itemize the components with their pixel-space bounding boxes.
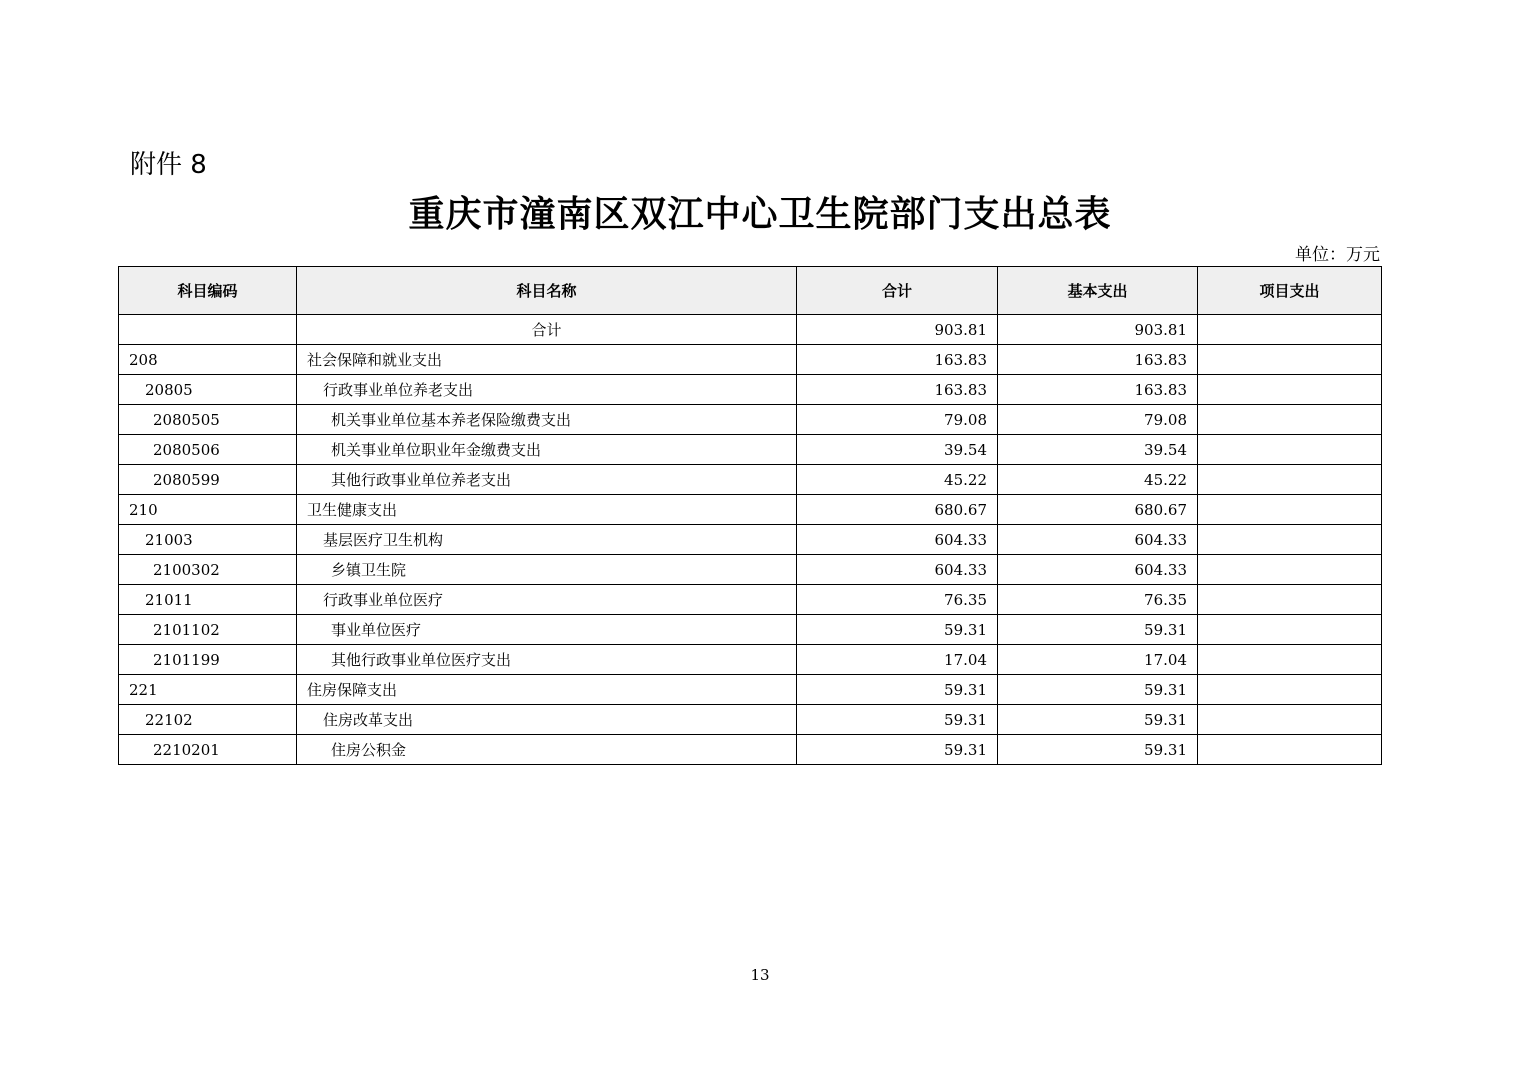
row-project [1198, 345, 1382, 375]
table-row [119, 375, 1382, 405]
row-code: 2210201 [119, 735, 297, 765]
row-project [1198, 675, 1382, 705]
row-basic: 680.67 [998, 495, 1198, 525]
row-code: 21003 [119, 525, 297, 555]
total-project [1198, 315, 1382, 345]
header-basic: 基本支出 [998, 267, 1198, 315]
table-row [119, 525, 1382, 555]
table-row [119, 345, 1382, 375]
row-project [1198, 435, 1382, 465]
row-name: 基层医疗卫生机构 [297, 525, 797, 555]
row-total: 59.31 [797, 675, 998, 705]
attachment-label: 附件 8 [130, 150, 207, 180]
table-row [119, 615, 1382, 645]
row-code: 2101102 [119, 615, 297, 645]
row-name: 机关事业单位基本养老保险缴费支出 [297, 405, 797, 435]
row-project [1198, 465, 1382, 495]
row-code: 2101199 [119, 645, 297, 675]
row-total: 604.33 [797, 525, 998, 555]
row-basic: 163.83 [998, 375, 1198, 405]
row-basic: 59.31 [998, 615, 1198, 645]
table-row [119, 735, 1382, 765]
row-project [1198, 405, 1382, 435]
table-row [119, 675, 1382, 705]
row-basic: 604.33 [998, 525, 1198, 555]
expenditure-table [118, 266, 1382, 765]
row-total: 59.31 [797, 615, 998, 645]
row-project [1198, 555, 1382, 585]
row-name: 卫生健康支出 [297, 495, 797, 525]
row-total: 45.22 [797, 465, 998, 495]
row-project [1198, 375, 1382, 405]
row-basic: 163.83 [998, 345, 1198, 375]
row-total: 604.33 [797, 555, 998, 585]
row-code: 210 [119, 495, 297, 525]
row-basic: 59.31 [998, 705, 1198, 735]
row-name: 住房公积金 [297, 735, 797, 765]
row-name: 行政事业单位医疗 [297, 585, 797, 615]
table-row [119, 705, 1382, 735]
total-label: 合计 [297, 315, 797, 345]
row-name: 事业单位医疗 [297, 615, 797, 645]
row-basic: 39.54 [998, 435, 1198, 465]
row-project [1198, 645, 1382, 675]
row-total: 163.83 [797, 345, 998, 375]
row-project [1198, 735, 1382, 765]
row-name: 机关事业单位职业年金缴费支出 [297, 435, 797, 465]
row-code: 20805 [119, 375, 297, 405]
row-code: 2080505 [119, 405, 297, 435]
header-code: 科目编码 [119, 267, 297, 315]
row-total: 59.31 [797, 735, 998, 765]
row-total: 17.04 [797, 645, 998, 675]
table-body [119, 315, 1382, 765]
row-project [1198, 705, 1382, 735]
row-project [1198, 585, 1382, 615]
row-code: 221 [119, 675, 297, 705]
table-header-row [119, 267, 1382, 315]
row-basic: 79.08 [998, 405, 1198, 435]
table-row [119, 495, 1382, 525]
row-name: 其他行政事业单位养老支出 [297, 465, 797, 495]
row-total: 59.31 [797, 705, 998, 735]
header-name: 科目名称 [297, 267, 797, 315]
row-name: 社会保障和就业支出 [297, 345, 797, 375]
row-name: 乡镇卫生院 [297, 555, 797, 585]
row-basic: 59.31 [998, 675, 1198, 705]
row-total: 163.83 [797, 375, 998, 405]
row-name: 住房保障支出 [297, 675, 797, 705]
row-name: 住房改革支出 [297, 705, 797, 735]
row-total: 79.08 [797, 405, 998, 435]
header-total: 合计 [797, 267, 998, 315]
total-sum: 903.81 [797, 315, 998, 345]
total-basic: 903.81 [998, 315, 1198, 345]
row-code: 2100302 [119, 555, 297, 585]
table-row [119, 585, 1382, 615]
table-row [119, 555, 1382, 585]
row-basic: 45.22 [998, 465, 1198, 495]
row-total: 39.54 [797, 435, 998, 465]
row-project [1198, 525, 1382, 555]
row-code: 208 [119, 345, 297, 375]
row-code: 22102 [119, 705, 297, 735]
total-code [119, 315, 297, 345]
table-row [119, 645, 1382, 675]
table-row [119, 465, 1382, 495]
row-basic: 59.31 [998, 735, 1198, 765]
header-project: 项目支出 [1198, 267, 1382, 315]
page-title: 重庆市潼南区双江中心卫生院部门支出总表 [408, 193, 1112, 235]
row-code: 21011 [119, 585, 297, 615]
row-name: 行政事业单位养老支出 [297, 375, 797, 405]
row-basic: 76.35 [998, 585, 1198, 615]
page-number: 13 [750, 966, 770, 984]
row-code: 2080599 [119, 465, 297, 495]
row-basic: 17.04 [998, 645, 1198, 675]
row-code: 2080506 [119, 435, 297, 465]
row-project [1198, 615, 1382, 645]
row-basic: 604.33 [998, 555, 1198, 585]
table-row [119, 405, 1382, 435]
row-project [1198, 495, 1382, 525]
table-row [119, 435, 1382, 465]
row-total: 76.35 [797, 585, 998, 615]
unit-label: 单位：万元 [1295, 245, 1380, 265]
row-total: 680.67 [797, 495, 998, 525]
row-name: 其他行政事业单位医疗支出 [297, 645, 797, 675]
total-row [119, 315, 1382, 345]
